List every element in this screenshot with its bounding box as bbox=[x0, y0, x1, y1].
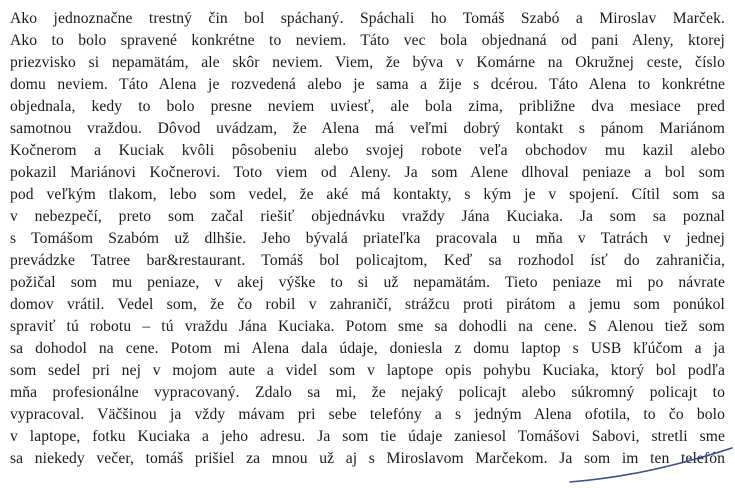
text-line: Kočnerom a Kuciak kvôli pôsobeniu alebo svojej robote veľa obchodov mu kazil alebo bbox=[10, 142, 725, 159]
text-line: prevádzke Tatree bar&restaurant. Tomáš bol policajtom, Keď sa rozhodol ísť do zahraničia, bbox=[10, 252, 725, 269]
text-line: sa niekedy večer, tomáš prišiel za mnou už aj s Miroslavom Marčekom. Ja som im ten telefón bbox=[10, 450, 725, 467]
text-line: objednala, kedy to bolo presne neviem uviesť, ale bola zima, približne dva mesiace pred bbox=[10, 98, 725, 115]
text-line: sa dohodol na cene. Potom mi Alena dala údaje, doniesla z domu laptop s USB kľúčom a ja bbox=[10, 340, 725, 357]
text-line: mňa profesionálne vypracovaný. Zdalo sa mi, že nejaký policajt alebo súkromný policajt to bbox=[10, 384, 725, 401]
text-line: som sedel pri nej v mojom aute a videl som v laptope opis pohybu Kuciaka, ktorý bol podľa bbox=[10, 362, 725, 379]
text-line: pod veľkým tlakom, lebo som vedel, že aké má kontakty, s kým je v spojení. Cítil som sa bbox=[10, 186, 725, 203]
text-line: spraviť tú robotu – tú vraždu Jána Kuciaka. Potom sme sa dohodli na cene. S Alenou tiež som bbox=[10, 318, 725, 335]
text-line: požičal som mu peniaze, v akej výške to si už nepamätám. Tieto peniaze mi po návrate bbox=[10, 274, 725, 291]
text-line: pokazil Mariánovi Kočnerovi. Toto viem od Aleny. Ja som Alene dlhoval peniaze a bol som bbox=[10, 164, 725, 181]
text-line: v laptope, fotku Kuciaka a jeho adresu. Ja som tie údaje zaniesol Tomášovi Sabovi, stretli sme bbox=[10, 428, 725, 445]
text-line: samotnou vraždou. Dôvod uvádzam, že Alena má veľmi dobrý kontakt s pánom Mariánom bbox=[10, 120, 725, 137]
signature-stroke-icon bbox=[560, 438, 735, 488]
text-line: Ako jednoznačne trestný čin bol spáchaný. Spáchali ho Tomáš Szabó a Miroslav Marček. bbox=[10, 10, 725, 27]
text-line: domu neviem. Táto Alena je rozvedená alebo je sama a žije s dcérou. Táto Alena to konkrétne bbox=[10, 76, 725, 93]
text-line: s Tomášom Szabóm už dlhšie. Jeho bývalá priateľka pracovala u mňa v Tatrách v jednej bbox=[10, 230, 725, 247]
text-line: Ako to bolo spravené konkrétne to neviem. Táto vec bola objednaná od pani Aleny, ktorej bbox=[10, 32, 725, 49]
text-line: priezvisko si nepamätám, ale skôr neviem. Viem, že býva v Komárne na Okružnej ceste, číslo bbox=[10, 54, 725, 71]
text-line: v nebezpečí, preto som začal riešiť objednávku vraždy Jána Kuciaka. Ja som sa poznal bbox=[10, 208, 725, 225]
text-line: domov vrátil. Vedel som, že čo robil v zahraničí, strážcu proti pirátom a jemu som ponúkol bbox=[10, 296, 725, 313]
text-line: vypracoval. Väčšinou ja vždy mávam pri sebe telefóny a s jedným Alena ofotila, to čo bolo bbox=[10, 406, 725, 423]
